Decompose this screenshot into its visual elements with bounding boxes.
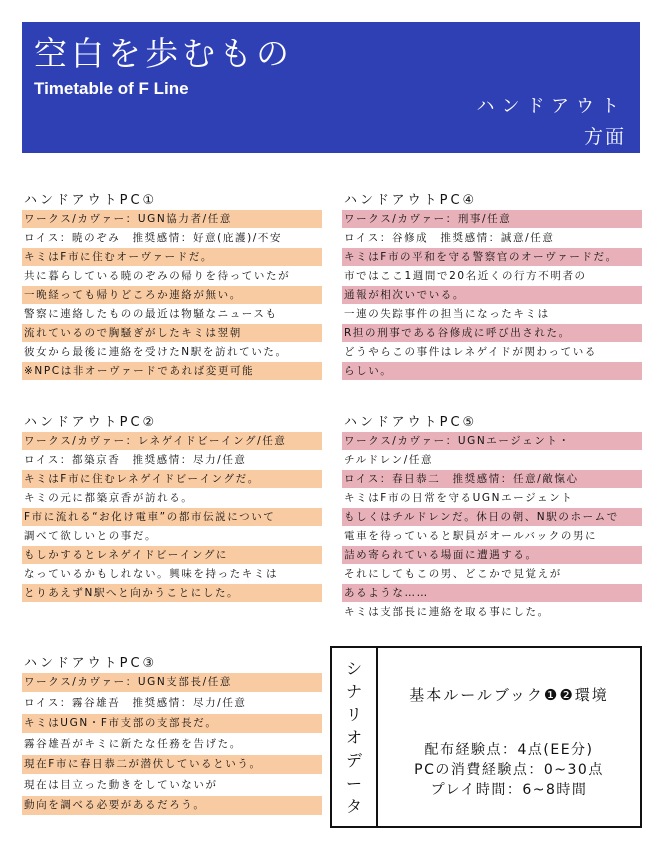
scenario-label-char: デ [345, 750, 362, 770]
handout-line: ワークス/カヴァー：レネゲイドビーイング/任意 [22, 432, 322, 450]
header-banner [22, 22, 640, 153]
handout-pc1 [22, 192, 322, 381]
scenario-label-char: シ [345, 658, 362, 678]
handout-line: F市に流れる“お化け電車”の都市伝説について [22, 508, 322, 526]
scenario-label-char: リ [345, 704, 362, 724]
handout-line: ワークス/カヴァー：UGN協力者/任意 [22, 210, 322, 228]
handout-pc5 [342, 414, 642, 622]
handout-pc2 [22, 414, 322, 603]
scenario-stat: PCの消費経験点：0~30点 [414, 762, 604, 778]
handout-line: 詰め寄られている場面に遭遇する。 [342, 546, 642, 564]
scenario-stat: プレイ時間：6~8時間 [430, 782, 588, 798]
handout-line: 市ではここ1週間で20名近くの行方不明者の [344, 270, 587, 282]
handout-line: 共に暮らしている暁のぞみの帰りを待っていたが [24, 270, 291, 282]
handout-line: 現在F市に春日恭二が潜伏しているという。 [22, 755, 322, 774]
scenario-label-char: ー [345, 773, 362, 793]
handout-line: R担の刑事である谷修成に呼び出された。 [342, 324, 642, 342]
handout-line: キミはF市に住むオーヴァードだ。 [22, 248, 322, 266]
rulebook-requirement: 基本ルールブック❶❷環境 [409, 686, 609, 704]
handout-line: ロイス：谷修成 推奨感情：誠意/任意 [344, 232, 555, 244]
handout-line: ロイス：霧谷雄吾 推奨感情：尽力/任意 [24, 696, 247, 709]
handout-line: キミはF市に住むレネゲイドビーイングだ。 [22, 470, 322, 488]
handout-line: らしい。 [342, 362, 642, 380]
scenario-label-char: オ [345, 727, 362, 747]
handout-title: ハンドアウトPC③ [24, 656, 158, 671]
handout-line: 霧谷雄吾がキミに新たな任務を告げた。 [24, 737, 242, 750]
handout-line: とりあえずN駅へと向かうことにした。 [22, 584, 322, 602]
handout-line: それにしてもこの男、どこかで見覚えが [344, 568, 562, 580]
handout-line: 現在は目立った動きをしていないが [24, 778, 218, 791]
handout-line: ロイス：春日恭二 推奨感情：任意/敵愾心 [342, 470, 642, 488]
scenario-data-content [378, 648, 640, 826]
handout-title: ハンドアウトPC⑤ [344, 415, 478, 430]
handout-line: なっているかもしれない。興味を持ったキミは [24, 568, 279, 580]
handout-line: キミの元に都築京香が訪れる。 [24, 492, 194, 504]
handout-title: ハンドアウトPC① [24, 193, 158, 208]
handout-title: ハンドアウトPC② [24, 415, 158, 430]
handout-line: ロイス：暁のぞみ 推奨感情：好意(庇護)/不安 [24, 232, 283, 244]
handout-line: ワークス/カヴァー：UGNエージェント・ [342, 432, 642, 450]
direction-label: 方面 [583, 126, 626, 148]
handout-line: 電車を待っていると駅員がオールバックの男に [344, 530, 598, 542]
handout-title: ハンドアウトPC④ [344, 193, 478, 208]
handout-line: もしくはチルドレンだ。休日の朝、N駅のホームで [342, 508, 642, 526]
handout-line: 一晩経っても帰りどころか連絡が無い。 [22, 286, 322, 304]
handout-pc4 [342, 192, 642, 381]
handout-line: もしかするとレネゲイドビーイングに [22, 546, 322, 564]
handout-line: 一連の失踪事件の担当になったキミは [344, 308, 550, 320]
handout-line: チルドレン/任意 [344, 454, 434, 466]
scenario-stats [378, 740, 640, 800]
handout-line: ワークス/カヴァー：刑事/任意 [342, 210, 642, 228]
handout-line: 通報が相次いでいる。 [342, 286, 642, 304]
scenario-stat: 配布経験点：4点(EE分) [424, 742, 594, 758]
handout-line: どうやらこの事件はレネゲイドが関わっている [344, 346, 597, 358]
scenario-label-char: ナ [345, 681, 362, 701]
handout-label: ハンドアウト [476, 96, 626, 117]
handout-line: ワークス/カヴァー：UGN支部長/任意 [22, 673, 322, 692]
handout-line: 調べて欲しいとの事だ。 [24, 530, 158, 542]
handout-line: ※NPCは非オーヴァードであれば変更可能 [22, 362, 322, 380]
handout-line: キミはUGN・F市支部の支部長だ。 [22, 714, 322, 733]
scenario-data-box [330, 646, 642, 828]
handout-line: ロイス：都築京香 推奨感情：尽力/任意 [24, 454, 247, 466]
handout-line: 流れているので胸騒ぎがしたキミは翌朝 [22, 324, 322, 342]
scenario-subtitle: Timetable of F Line [34, 79, 189, 98]
scenario-title: 空白を歩むもの [34, 34, 293, 73]
handout-line: 彼女から最後に連絡を受けたN駅を訪れていた。 [24, 346, 288, 358]
handout-line: 動向を調べる必要があるだろう。 [22, 796, 322, 815]
handout-line: あるような…… [342, 584, 642, 602]
handout-pc3 [22, 655, 322, 817]
handout-line: キミは支部長に連絡を取る事にした。 [344, 606, 550, 618]
scenario-data-label [332, 648, 378, 826]
handout-line: キミはF市の日常を守るUGNエージェント [344, 492, 574, 504]
scenario-label-char: タ [345, 796, 362, 816]
handout-line: キミはF市の平和を守る警察官のオーヴァードだ。 [342, 248, 642, 266]
handout-line: 警察に連絡したものの最近は物騒なニュースも [24, 308, 278, 320]
